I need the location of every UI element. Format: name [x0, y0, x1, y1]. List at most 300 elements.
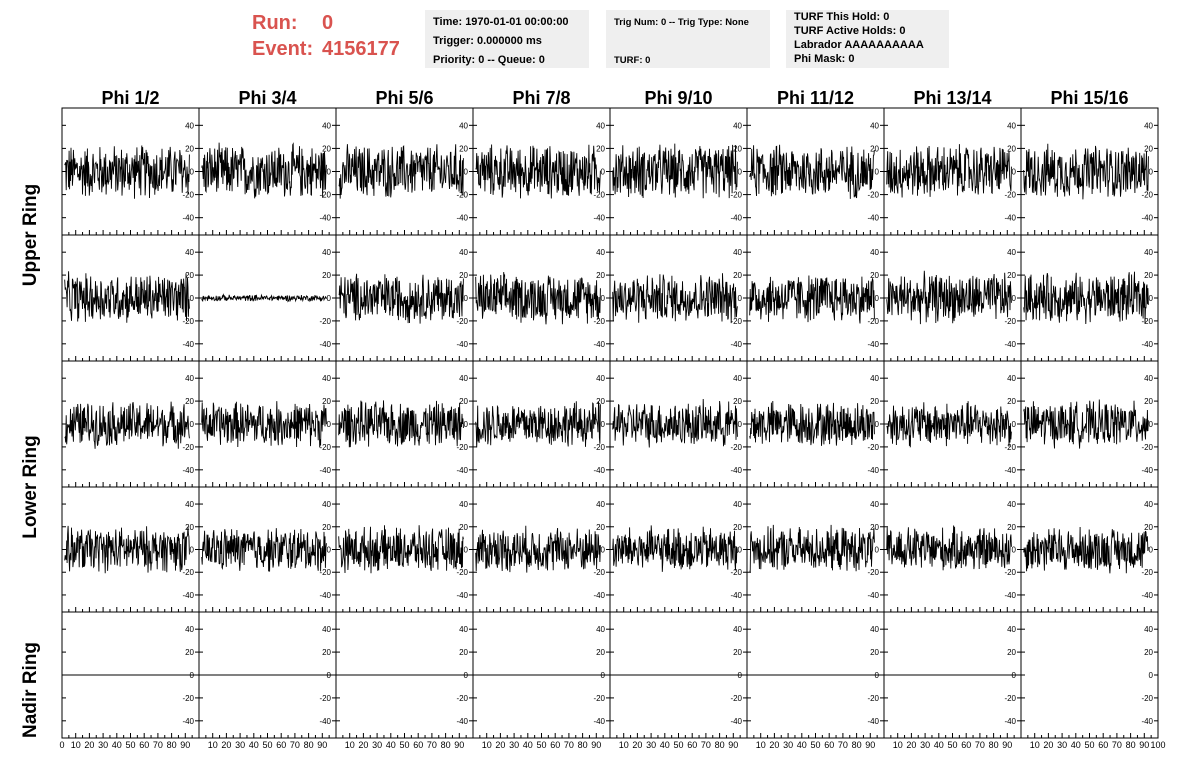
y-tick-label: 0 — [463, 294, 468, 303]
y-tick-label: -40 — [456, 465, 468, 475]
y-tick-label: -20 — [867, 442, 879, 452]
y-tick-label: 20 — [185, 397, 194, 407]
y-tick-label: 20 — [459, 144, 468, 154]
x-tick-label: 90 — [317, 740, 328, 750]
y-tick-label: -40 — [593, 465, 605, 475]
y-tick-label: 40 — [322, 121, 331, 131]
y-tick-label: -40 — [1004, 465, 1016, 475]
y-tick-label: 20 — [459, 397, 468, 407]
y-tick-label: -20 — [593, 693, 605, 703]
y-tick-label: 40 — [1007, 121, 1016, 131]
x-tick-label: 60 — [139, 740, 150, 750]
ring-label: Upper Ring — [20, 183, 41, 287]
x-tick-label: 60 — [961, 740, 972, 750]
waveform-line — [887, 526, 1012, 571]
y-tick-label: 40 — [733, 248, 742, 258]
y-tick-label: 0 — [1011, 545, 1016, 555]
x-tick-label: 70 — [289, 740, 300, 750]
y-tick-label: 20 — [459, 271, 468, 281]
y-tick-label: 40 — [322, 248, 331, 258]
labrador-line: Labrador AAAAAAAAAA — [794, 39, 924, 51]
waveform-line — [65, 526, 190, 573]
x-tick-label: 50 — [399, 740, 410, 750]
y-tick-label: 40 — [733, 625, 742, 635]
y-tick-label: -20 — [1141, 316, 1153, 326]
y-tick-label: -40 — [319, 213, 331, 223]
column-title: Phi 15/16 — [1050, 88, 1129, 108]
y-tick-label: -20 — [1004, 568, 1016, 578]
y-tick-label: -20 — [1141, 442, 1153, 452]
y-tick-label: 20 — [1144, 397, 1153, 407]
y-tick-label: 0 — [326, 167, 331, 177]
x-tick-label: 40 — [385, 740, 396, 750]
y-tick-label: 40 — [322, 374, 331, 384]
y-tick-label: -20 — [730, 693, 742, 703]
y-tick-label: 0 — [1148, 420, 1153, 429]
y-tick-label: 40 — [870, 374, 879, 384]
y-tick-label: -20 — [1141, 190, 1153, 200]
y-tick-label: 20 — [1007, 144, 1016, 154]
y-tick-label: 20 — [870, 522, 879, 532]
y-tick-label: 40 — [1007, 625, 1016, 635]
waveform-line — [202, 143, 327, 199]
y-tick-label: 20 — [322, 397, 331, 407]
y-tick-label: 40 — [459, 248, 468, 258]
y-tick-label: -40 — [1004, 590, 1016, 600]
x-tick-label: 60 — [687, 740, 698, 750]
y-tick-label: 20 — [459, 522, 468, 532]
x-tick-label: 20 — [358, 740, 369, 750]
x-tick-label: 30 — [646, 740, 657, 750]
y-tick-label: -20 — [182, 693, 194, 703]
y-tick-label: 0 — [326, 671, 331, 680]
y-tick-label: 20 — [185, 648, 194, 658]
y-tick-label: -20 — [593, 190, 605, 200]
y-tick-label: 40 — [596, 121, 605, 131]
y-tick-label: 40 — [1144, 500, 1153, 510]
y-tick-label: 40 — [733, 374, 742, 384]
x-tick-label: 30 — [920, 740, 931, 750]
y-tick-label: 0 — [189, 545, 194, 555]
y-tick-label: -40 — [593, 213, 605, 223]
y-tick-label: 40 — [185, 374, 194, 384]
y-tick-label: -40 — [182, 590, 194, 600]
y-tick-label: 0 — [1011, 294, 1016, 303]
y-tick-label: 40 — [1007, 374, 1016, 384]
y-tick-label: -20 — [593, 316, 605, 326]
waveform-line — [1024, 144, 1149, 200]
y-tick-label: 0 — [326, 294, 331, 303]
y-tick-label: -20 — [456, 568, 468, 578]
x-tick-label: 60 — [1098, 740, 1109, 750]
y-tick-label: -20 — [319, 693, 331, 703]
waveform-line — [887, 401, 1012, 447]
x-tick-label: 90 — [454, 740, 465, 750]
y-tick-label: 40 — [596, 248, 605, 258]
y-tick-label: 0 — [189, 420, 194, 429]
y-tick-label: 0 — [874, 167, 879, 177]
y-tick-label: 0 — [1148, 294, 1153, 303]
y-tick-label: -20 — [867, 568, 879, 578]
y-tick-label: 40 — [322, 625, 331, 635]
column-title: Phi 11/12 — [776, 88, 855, 108]
y-tick-label: 0 — [189, 671, 194, 680]
y-tick-label: 20 — [322, 144, 331, 154]
y-tick-label: -20 — [1141, 568, 1153, 578]
x-tick-label: 90 — [1002, 740, 1013, 750]
y-tick-label: 20 — [322, 271, 331, 281]
y-tick-label: -40 — [1141, 590, 1153, 600]
x-tick-label: 60 — [413, 740, 424, 750]
waveform-line — [1024, 272, 1149, 324]
y-tick-label: 20 — [185, 522, 194, 532]
y-tick-label: 40 — [596, 500, 605, 510]
y-tick-label: -40 — [182, 716, 194, 726]
y-tick-label: 0 — [1148, 167, 1153, 177]
y-tick-label: 40 — [185, 625, 194, 635]
y-tick-label: 20 — [596, 271, 605, 281]
y-tick-label: 0 — [463, 167, 468, 177]
y-tick-label: 40 — [1007, 248, 1016, 258]
y-tick-label: -20 — [319, 316, 331, 326]
y-tick-label: 40 — [596, 625, 605, 635]
y-tick-label: 20 — [1144, 144, 1153, 154]
y-tick-label: -40 — [867, 339, 879, 349]
x-tick-label: 40 — [248, 740, 259, 750]
y-tick-label: -40 — [730, 590, 742, 600]
x-tick-label: 90 — [728, 740, 739, 750]
x-tick-label: 70 — [837, 740, 848, 750]
column-title: Phi 7/8 — [512, 88, 571, 108]
x-tick-label: 10 — [207, 740, 218, 750]
waveform-line — [202, 528, 327, 572]
y-tick-label: -20 — [730, 316, 742, 326]
waveform-line — [613, 399, 738, 448]
x-tick-label: 20 — [769, 740, 780, 750]
y-tick-label: 40 — [459, 500, 468, 510]
y-tick-label: -40 — [456, 339, 468, 349]
waveform-line — [613, 525, 738, 572]
x-tick-label: 70 — [1111, 740, 1122, 750]
waveform-line — [339, 144, 464, 199]
y-tick-label: 40 — [870, 248, 879, 258]
x-tick-label: 10 — [344, 740, 355, 750]
x-tick-label: 40 — [111, 740, 122, 750]
x-tick-label: 90 — [591, 740, 602, 750]
waveform-line — [887, 271, 1012, 324]
x-tick-label: 0 — [59, 740, 65, 750]
time-line: Time: 1970-01-01 00:00:00 — [433, 16, 569, 28]
y-tick-label: 0 — [189, 294, 194, 303]
y-tick-label: 20 — [596, 648, 605, 658]
y-tick-label: 0 — [737, 545, 742, 555]
y-tick-label: -40 — [730, 716, 742, 726]
y-tick-label: 20 — [870, 144, 879, 154]
y-tick-label: -40 — [1141, 716, 1153, 726]
y-tick-label: -20 — [319, 568, 331, 578]
y-tick-label: 40 — [870, 121, 879, 131]
x-tick-label: 100 — [1150, 740, 1166, 750]
x-tick-label: 70 — [563, 740, 574, 750]
x-tick-label: 20 — [632, 740, 643, 750]
y-tick-label: 0 — [874, 671, 879, 680]
y-tick-label: 40 — [1144, 625, 1153, 635]
x-tick-label: 50 — [125, 740, 136, 750]
y-tick-label: -40 — [456, 590, 468, 600]
y-tick-label: 0 — [874, 420, 879, 429]
x-tick-label: 20 — [906, 740, 917, 750]
y-tick-label: -20 — [867, 693, 879, 703]
y-tick-label: 0 — [737, 420, 742, 429]
y-tick-label: -20 — [456, 316, 468, 326]
x-tick-label: 90 — [1139, 740, 1150, 750]
y-tick-label: 0 — [600, 167, 605, 177]
x-tick-label: 60 — [824, 740, 835, 750]
y-tick-label: -20 — [456, 442, 468, 452]
y-tick-label: -20 — [182, 568, 194, 578]
y-tick-label: 0 — [737, 294, 742, 303]
y-tick-label: -20 — [182, 316, 194, 326]
waveform-line — [65, 146, 190, 199]
y-tick-label: -20 — [730, 568, 742, 578]
y-tick-label: -20 — [456, 693, 468, 703]
y-tick-label: 20 — [733, 397, 742, 407]
x-tick-label: 80 — [988, 740, 999, 750]
waveform-line — [887, 144, 1012, 197]
run-value: 0 — [322, 12, 334, 34]
waveform-line — [339, 525, 464, 573]
y-tick-label: 0 — [874, 294, 879, 303]
y-tick-label: 40 — [596, 374, 605, 384]
y-tick-label: -20 — [730, 442, 742, 452]
x-tick-label: 50 — [536, 740, 547, 750]
turf-active-line: TURF Active Holds: 0 — [794, 25, 906, 37]
turf-hold-line: TURF This Hold: 0 — [794, 11, 890, 23]
y-tick-label: 40 — [459, 121, 468, 131]
y-tick-label: 0 — [1148, 671, 1153, 680]
panel-frame — [1021, 612, 1158, 738]
y-tick-label: -20 — [182, 190, 194, 200]
waveform-line — [476, 272, 601, 324]
y-tick-label: -40 — [730, 465, 742, 475]
x-tick-label: 40 — [933, 740, 944, 750]
x-tick-label: 50 — [810, 740, 821, 750]
x-tick-label: 10 — [755, 740, 766, 750]
y-tick-label: -40 — [593, 716, 605, 726]
y-tick-label: -40 — [593, 339, 605, 349]
waveform-line — [339, 274, 464, 324]
x-tick-label: 30 — [509, 740, 520, 750]
y-tick-label: -40 — [1004, 213, 1016, 223]
y-tick-label: 0 — [326, 545, 331, 555]
waveform-line — [1024, 400, 1149, 449]
x-tick-label: 70 — [426, 740, 437, 750]
y-tick-label: -40 — [182, 213, 194, 223]
y-tick-label: -40 — [456, 213, 468, 223]
y-tick-label: 20 — [870, 648, 879, 658]
y-tick-label: 40 — [459, 374, 468, 384]
x-tick-label: 10 — [1029, 740, 1040, 750]
y-tick-label: -40 — [1004, 716, 1016, 726]
waveform-line — [476, 145, 601, 199]
x-tick-label: 50 — [673, 740, 684, 750]
y-tick-label: -40 — [867, 716, 879, 726]
y-tick-label: 0 — [874, 545, 879, 555]
y-tick-label: 20 — [596, 144, 605, 154]
waveform-line — [750, 145, 875, 199]
waveform-line — [476, 526, 601, 573]
waveform-line — [613, 273, 738, 323]
y-tick-label: -40 — [1141, 339, 1153, 349]
event-value: 4156177 — [322, 38, 400, 60]
x-tick-label: 20 — [221, 740, 232, 750]
y-tick-label: 20 — [185, 144, 194, 154]
y-tick-label: 40 — [1007, 500, 1016, 510]
y-tick-label: 0 — [737, 671, 742, 680]
y-tick-label: 0 — [1011, 167, 1016, 177]
waveform-line — [1024, 527, 1149, 573]
y-tick-label: 0 — [600, 671, 605, 680]
y-tick-label: -40 — [1141, 465, 1153, 475]
y-tick-label: -20 — [867, 190, 879, 200]
y-tick-label: 20 — [322, 648, 331, 658]
x-tick-label: 20 — [495, 740, 506, 750]
y-tick-label: -20 — [867, 316, 879, 326]
y-tick-label: -20 — [1004, 190, 1016, 200]
y-tick-label: 20 — [1007, 271, 1016, 281]
y-tick-label: 40 — [1144, 121, 1153, 131]
y-tick-label: -20 — [593, 568, 605, 578]
y-tick-label: 20 — [1144, 271, 1153, 281]
x-tick-label: 30 — [235, 740, 246, 750]
run-label: Run: — [252, 12, 298, 34]
x-tick-label: 40 — [659, 740, 670, 750]
event-label: Event: — [252, 38, 314, 60]
column-title: Phi 1/2 — [101, 88, 160, 108]
y-tick-label: -40 — [867, 213, 879, 223]
waveform-line — [476, 401, 601, 447]
y-tick-label: 0 — [463, 420, 468, 429]
turf-line: TURF: 0 — [614, 55, 651, 66]
ring-label: Lower Ring — [20, 435, 41, 539]
x-tick-label: 80 — [714, 740, 725, 750]
waveform-line — [750, 525, 875, 572]
y-tick-label: 0 — [600, 294, 605, 303]
x-tick-label: 40 — [1070, 740, 1081, 750]
x-tick-label: 80 — [851, 740, 862, 750]
y-tick-label: -20 — [1004, 693, 1016, 703]
ring-label: Nadir Ring — [20, 641, 41, 739]
y-tick-label: -40 — [319, 339, 331, 349]
y-tick-label: 20 — [1007, 648, 1016, 658]
x-tick-label: 10 — [618, 740, 629, 750]
y-tick-label: -40 — [867, 590, 879, 600]
waveform-line — [202, 295, 327, 302]
y-tick-label: 20 — [733, 522, 742, 532]
x-tick-label: 70 — [974, 740, 985, 750]
waveform-line — [750, 401, 875, 446]
y-tick-label: 40 — [185, 500, 194, 510]
x-tick-label: 30 — [783, 740, 794, 750]
y-tick-label: 20 — [870, 397, 879, 407]
column-title: Phi 9/10 — [644, 88, 713, 108]
y-tick-label: 0 — [737, 167, 742, 177]
x-tick-label: 70 — [152, 740, 163, 750]
y-tick-label: 20 — [1144, 522, 1153, 532]
waveform-line — [750, 276, 875, 324]
y-tick-label: -40 — [730, 213, 742, 223]
y-tick-label: 20 — [733, 648, 742, 658]
y-tick-label: 0 — [326, 420, 331, 429]
y-tick-label: -20 — [456, 190, 468, 200]
x-tick-label: 80 — [166, 740, 177, 750]
x-tick-label: 80 — [1125, 740, 1136, 750]
x-tick-label: 20 — [84, 740, 95, 750]
x-tick-label: 80 — [303, 740, 314, 750]
y-tick-label: 20 — [1007, 522, 1016, 532]
x-tick-label: 10 — [481, 740, 492, 750]
x-tick-label: 40 — [522, 740, 533, 750]
y-tick-label: -20 — [1141, 693, 1153, 703]
y-tick-label: 40 — [733, 500, 742, 510]
waveform-line — [65, 271, 190, 322]
y-tick-label: 0 — [600, 420, 605, 429]
y-tick-label: 20 — [733, 271, 742, 281]
x-tick-label: 10 — [892, 740, 903, 750]
y-tick-label: -20 — [319, 190, 331, 200]
y-tick-label: -40 — [319, 465, 331, 475]
column-title: Phi 13/14 — [913, 88, 992, 108]
x-tick-label: 50 — [262, 740, 273, 750]
x-tick-label: 30 — [98, 740, 109, 750]
y-tick-label: 40 — [733, 121, 742, 131]
x-tick-label: 80 — [577, 740, 588, 750]
waveform-line — [339, 400, 464, 447]
y-tick-label: -40 — [1004, 339, 1016, 349]
x-tick-label: 10 — [70, 740, 81, 750]
y-tick-label: 0 — [189, 167, 194, 177]
x-tick-label: 60 — [276, 740, 287, 750]
y-tick-label: -20 — [730, 190, 742, 200]
y-tick-label: 0 — [1148, 545, 1153, 555]
phi-mask-line: Phi Mask: 0 — [794, 53, 855, 65]
y-tick-label: 40 — [322, 500, 331, 510]
y-tick-label: -40 — [1141, 213, 1153, 223]
x-tick-label: 80 — [440, 740, 451, 750]
x-tick-label: 40 — [796, 740, 807, 750]
y-tick-label: 20 — [459, 648, 468, 658]
waveform-line — [65, 402, 190, 449]
waveform-line — [202, 401, 327, 447]
y-tick-label: 20 — [870, 271, 879, 281]
y-tick-label: 40 — [185, 121, 194, 131]
trigger-line: Trigger: 0.000000 ms — [433, 35, 542, 47]
x-tick-label: 50 — [947, 740, 958, 750]
y-tick-label: -40 — [182, 339, 194, 349]
y-tick-label: -40 — [867, 465, 879, 475]
y-tick-label: 20 — [1007, 397, 1016, 407]
y-tick-label: -20 — [1004, 316, 1016, 326]
y-tick-label: 20 — [1144, 648, 1153, 658]
x-tick-label: 20 — [1043, 740, 1054, 750]
x-tick-label: 90 — [180, 740, 191, 750]
x-tick-label: 50 — [1084, 740, 1095, 750]
y-tick-label: -40 — [456, 716, 468, 726]
y-tick-label: 20 — [596, 522, 605, 532]
y-tick-label: -40 — [593, 590, 605, 600]
y-tick-label: 20 — [596, 397, 605, 407]
trig-num-line: Trig Num: 0 -- Trig Type: None — [614, 17, 749, 28]
